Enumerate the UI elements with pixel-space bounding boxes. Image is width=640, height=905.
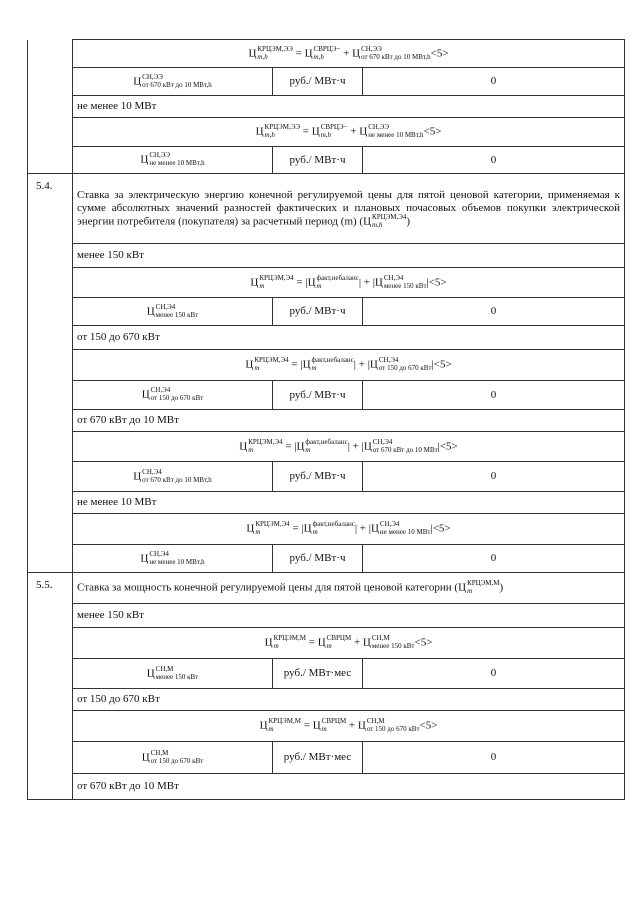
category-heading: от 150 до 670 кВт: [73, 689, 625, 711]
category-heading: от 150 до 670 кВт: [73, 326, 625, 350]
row-label: Ц СН,М менее 150 кВт: [73, 659, 273, 689]
unit-cell: руб./ МВт·ч: [273, 462, 363, 492]
formula-ee-0: Ц КРЦЭМ,ЭЭ m,h = Ц СВРЦЭ− m,h + Ц СН,ЭЭ от 670 кВт до 10 МВт,h <5>: [73, 40, 625, 68]
value-cell: 0: [363, 462, 625, 492]
value-cell: 0: [363, 381, 625, 410]
formula-e4-0: Ц КРЦЭМ,Э4 m = |Ц факт,небаланс m | + |Ц СН,Э4 менее 150 кВт |<5>: [73, 268, 625, 298]
unit-cell: руб./ МВт·ч: [273, 545, 363, 573]
section-5-5-title: Ставка за мощность конечной регулируемой цены для пятой ценовой категории (Ц КРЦЭМ,М m ): [73, 573, 625, 604]
value-cell: 0: [363, 298, 625, 326]
formula-ee-3: Ц КРЦЭМ,ЭЭ m,h = Ц СВРЦЭ− m,h + Ц СН,ЭЭ не менее 10 МВт,h <5>: [73, 118, 625, 147]
row-label: Ц СН,М от 150 до 670 кВт: [73, 742, 273, 774]
category-heading: от 670 кВт до 10 МВт: [73, 774, 625, 800]
value-cell: 0: [363, 742, 625, 774]
row-label: Ц СН,Э4 менее 150 кВт: [73, 298, 273, 326]
unit-cell: руб./ МВт·ч: [273, 381, 363, 410]
formula-e4-1: Ц КРЦЭМ,Э4 m = |Ц факт,небаланс m | + |Ц СН,Э4 от 150 до 670 кВт |<5>: [73, 350, 625, 381]
section-5-4-title: Ставка за электрическую энергию конечной регулируемой цены для пятой ценовой категории, применяемая к сумме абсолютных значений разностей фактических и плановых почасовых объемов покупки электрической энергии потребителя (покупателя) за расчетный период (m) (Ц КРЦЭМ,Э4 m,h ): [73, 174, 625, 244]
unit-cell: руб./ МВт·ч: [273, 68, 363, 96]
value-cell: 0: [363, 545, 625, 573]
tariff-table: [27, 39, 625, 800]
formula-e4-3: Ц КРЦЭМ,Э4 m = |Ц факт,небаланс m | + |Ц СН,Э4 не менее 10 МВт |<5>: [73, 514, 625, 545]
value-cell: 0: [363, 659, 625, 689]
category-heading: не менее 10 МВт: [73, 96, 625, 118]
tariff-document: [27, 39, 624, 800]
unit-cell: руб./ МВт·ч: [273, 298, 363, 326]
section-number-cell: [28, 40, 73, 174]
value-cell: 0: [363, 68, 625, 96]
category-heading: менее 150 кВт: [73, 604, 625, 628]
row-label: Ц СН,ЭЭ не менее 10 МВт,h: [73, 147, 273, 174]
formula-e4-2: Ц КРЦЭМ,Э4 m = |Ц факт,небаланс m | + |Ц СН,Э4 от 670 кВт до 10 МВт |<5>: [73, 432, 625, 462]
row-label: Ц СН,Э4 от 670 кВт до 10 МВт,h: [73, 462, 273, 492]
section-number-5-5: 5.5.: [28, 573, 73, 800]
formula-m-1: Ц КРЦЭМ,М m = Ц СВРЦМ m + Ц СН,М от 150 до 670 кВт <5>: [73, 711, 625, 742]
value-cell: 0: [363, 147, 625, 174]
section-number-5-4: 5.4.: [28, 174, 73, 573]
row-label: Ц СН,Э4 от 150 до 670 кВт: [73, 381, 273, 410]
category-heading: от 670 кВт до 10 МВт: [73, 410, 625, 432]
row-label: Ц СН,Э4 не менее 10 МВт,h: [73, 545, 273, 573]
unit-cell: руб./ МВт·ч: [273, 147, 363, 174]
unit-cell: руб./ МВт·мес: [273, 659, 363, 689]
category-heading: менее 150 кВт: [73, 244, 625, 268]
formula-m-0: Ц КРЦЭМ,М m = Ц СВРЦМ m + Ц СН,М менее 150 кВт <5>: [73, 628, 625, 659]
category-heading: не менее 10 МВт: [73, 492, 625, 514]
row-label: Ц СН,ЭЭ от 670 кВт до 10 МВт,h: [73, 68, 273, 96]
unit-cell: руб./ МВт·мес: [273, 742, 363, 774]
